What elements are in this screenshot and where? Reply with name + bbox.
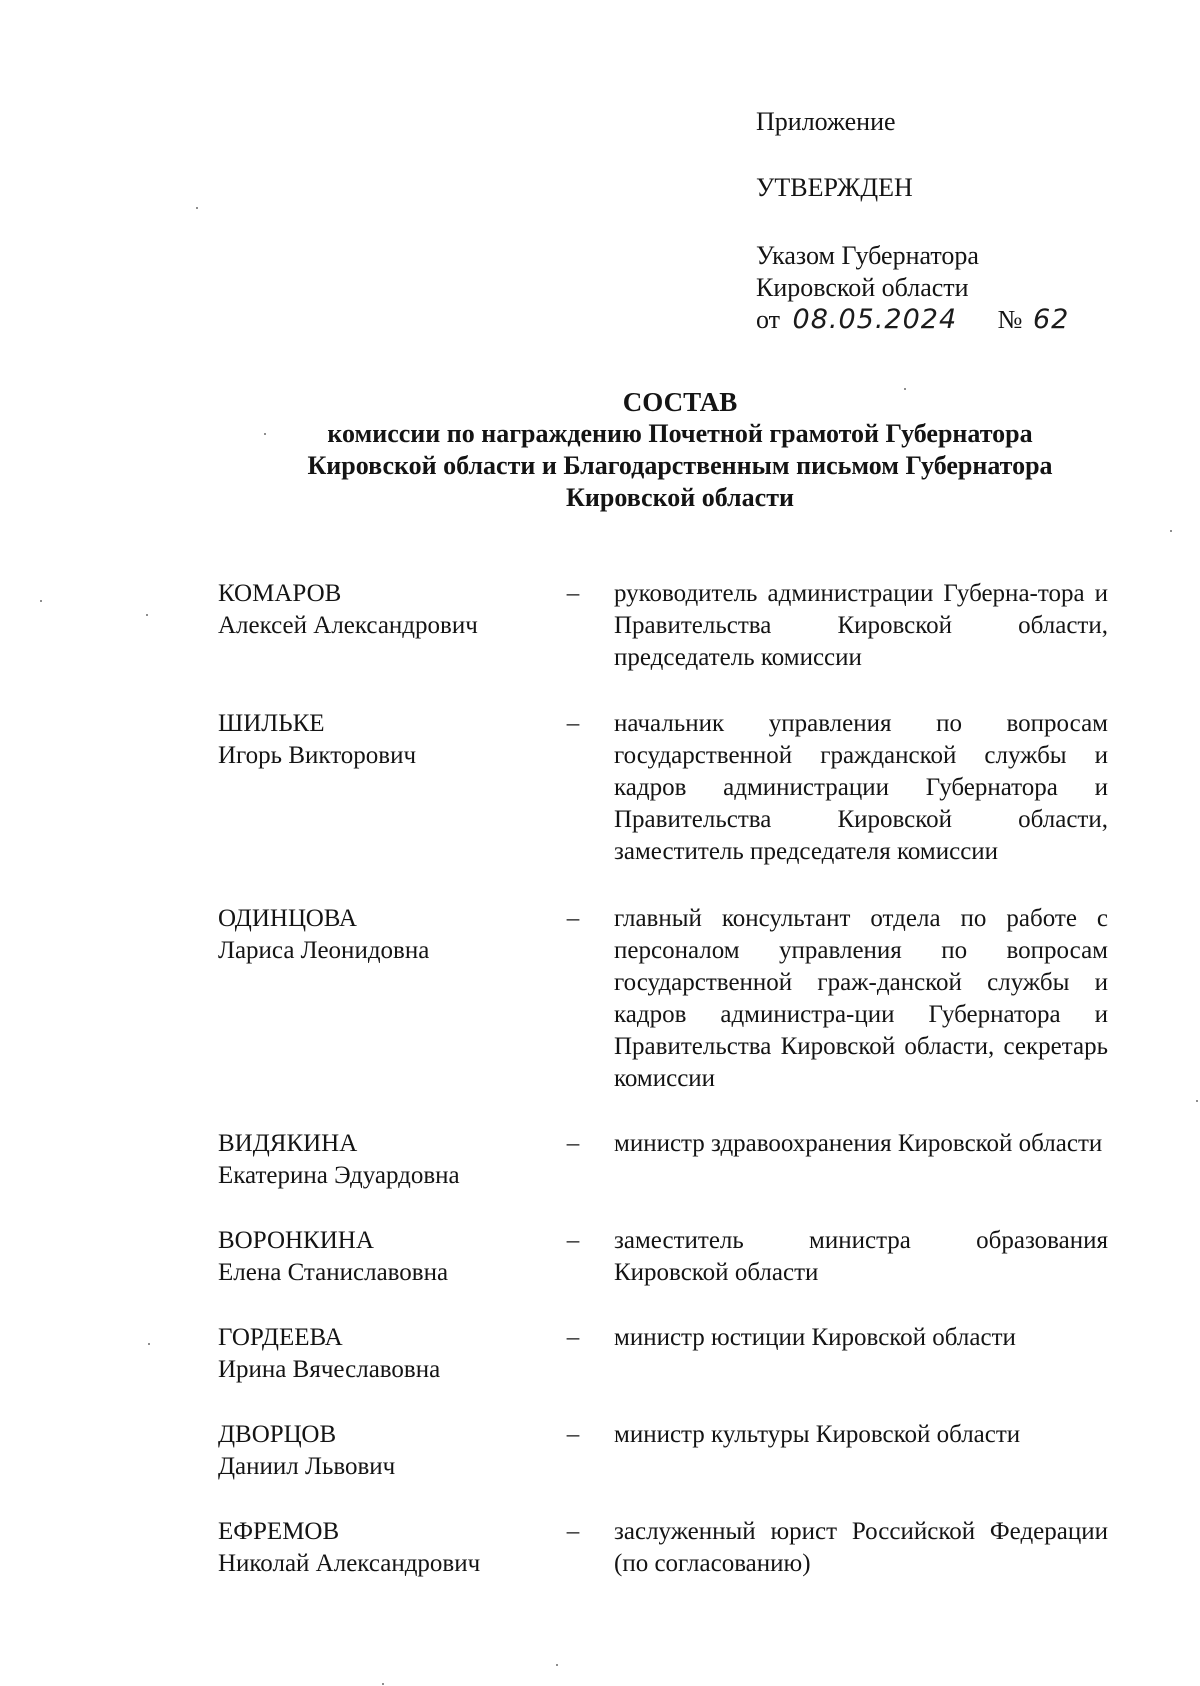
scan-speck xyxy=(556,1664,558,1666)
member-name xyxy=(218,1322,548,1386)
member-surname: ШИЛЬКЕ xyxy=(218,710,325,737)
title-line-1: комиссии по награждению Почетной грамотой Губернатора xyxy=(327,419,1033,448)
member-dash: – xyxy=(566,1421,580,1448)
member-given-name: Лариса Леонидовна xyxy=(218,937,430,964)
number-prefix: № xyxy=(997,305,1023,334)
member-dash: – xyxy=(566,1227,580,1254)
member-name xyxy=(218,578,548,642)
member-dash: – xyxy=(566,580,580,607)
member-given-name: Елена Станиславовна xyxy=(218,1259,449,1286)
decree-line-2: Кировской области xyxy=(756,273,969,302)
member-surname: ГОРДЕЕВА xyxy=(218,1324,343,1351)
member-surname: ВИДЯКИНА xyxy=(218,1130,358,1157)
member-given-name: Даниил Львович xyxy=(218,1453,396,1480)
member-surname: ДВОРЦОВ xyxy=(218,1421,337,1448)
decree-line-1: Указом Губернатора xyxy=(756,241,979,270)
member-name xyxy=(218,1225,548,1289)
member-name xyxy=(218,708,548,772)
member-name xyxy=(218,1516,548,1580)
scan-speck xyxy=(382,1683,384,1685)
handwritten-number: 62 xyxy=(1032,304,1070,335)
scan-speck xyxy=(148,1343,150,1345)
scan-speck xyxy=(1170,530,1172,532)
decree-date-number-line xyxy=(756,304,1069,336)
member-position: министр юстиции Кировской области xyxy=(614,1324,1016,1351)
member-given-name: Алексей Александрович xyxy=(218,612,478,639)
member-surname: КОМАРОВ xyxy=(218,580,342,607)
title-line-2: Кировской области и Благодарственным письмом Губернатора xyxy=(307,451,1053,480)
scan-speck xyxy=(196,207,198,209)
member-name xyxy=(218,1128,548,1192)
member-given-name: Николай Александрович xyxy=(218,1550,481,1577)
member-position: руководитель администрации Губерна-тора и Правительства Кировской области, председатель комиссии xyxy=(614,580,1108,671)
member-dash: – xyxy=(566,1518,580,1545)
member-dash: – xyxy=(566,905,580,932)
member-dash: – xyxy=(566,1324,580,1351)
member-name xyxy=(218,1419,548,1483)
member-surname: ЕФРЕМОВ xyxy=(218,1518,340,1545)
member-name xyxy=(218,903,548,967)
member-given-name: Ирина Вячеславовна xyxy=(218,1356,441,1383)
member-surname: ОДИНЦОВА xyxy=(218,905,357,932)
scan-speck xyxy=(264,433,266,435)
member-position: главный консультант отдела по работе с персоналом управления по вопросам государственной граж-данской службы и кадров администра-ции Губернатора и Правительства Кировской области, секретарь комиссии xyxy=(614,905,1108,1092)
appendix-label: Приложение xyxy=(756,107,896,136)
member-given-name: Екатерина Эдуардовна xyxy=(218,1162,460,1189)
member-given-name: Игорь Викторович xyxy=(218,742,417,769)
scan-speck xyxy=(904,388,906,390)
member-position: начальник управления по вопросам государственной гражданской службы и кадров администрации Губернатора и Правительства Кировской области, заместитель председателя комиссии xyxy=(614,710,1108,865)
approved-label: УТВЕРЖДЕН xyxy=(756,173,913,202)
title-main: СОСТАВ xyxy=(622,387,738,417)
title-line-3: Кировской области xyxy=(566,483,794,512)
scan-speck xyxy=(1196,1100,1198,1102)
member-position: министр здравоохранения Кировской области xyxy=(614,1130,1103,1157)
member-dash: – xyxy=(566,1130,580,1157)
member-dash: – xyxy=(566,710,580,737)
handwritten-date: 08.05.2024 xyxy=(792,304,958,335)
member-position: заслуженный юрист Российской Федерации (по согласованию) xyxy=(614,1518,1108,1577)
scan-speck xyxy=(146,614,148,616)
scan-speck xyxy=(40,600,42,602)
document-title xyxy=(200,386,1160,514)
member-position: министр культуры Кировской области xyxy=(614,1421,1021,1448)
member-position: заместитель министра образования Кировской области xyxy=(614,1227,1108,1286)
member-surname: ВОРОНКИНА xyxy=(218,1227,374,1254)
date-prefix: от xyxy=(756,305,781,334)
